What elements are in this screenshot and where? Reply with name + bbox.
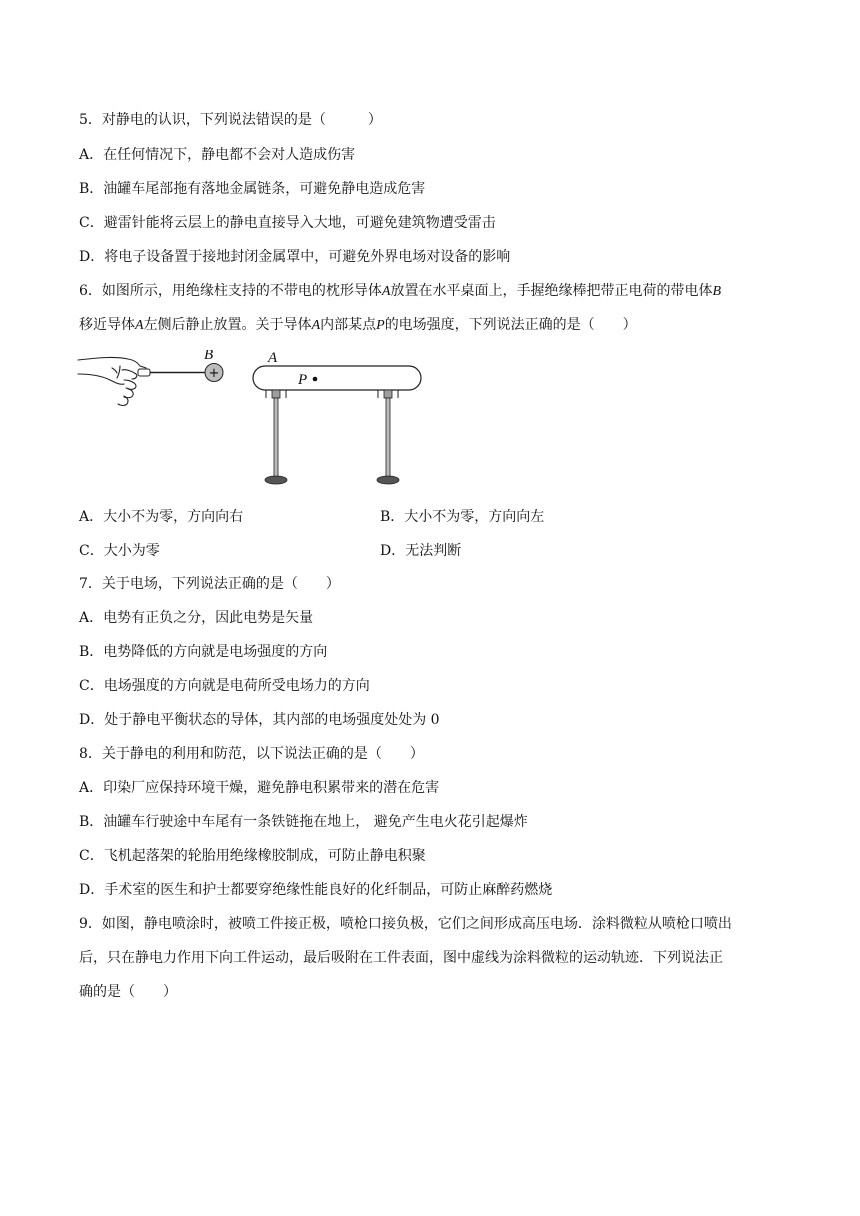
q6-var-a: A [135,318,144,333]
q6-var-p: P [376,318,385,333]
q6-option-a: A．大小不为零，方向向右 [79,509,244,525]
q6-var-a: A [381,284,391,299]
q8-option-b: B．油罐车行驶途中车尾有一条铁链拖在地上， 避免产生电火花引起爆炸 [79,814,528,830]
q8-option-a: A．印染厂应保持环境干燥，避免静电积累带来的潜在危害 [79,780,440,796]
q6-option-c: C．大小为零 [79,543,160,559]
q9-stem-line3: 确的是（ ） [79,984,177,1000]
q6-var-a: A [311,318,321,333]
pillow-conductor-a [253,366,421,390]
hand-illustration [78,357,146,405]
q5-option-c: C．避雷针能将云层上的静电直接导入大地，可避免建筑物遭受雷击 [79,215,496,231]
q7-option-d: D．处于静电平衡状态的导体，其内部的电场强度处处为 0 [79,712,440,728]
rod-grip [138,369,150,376]
q6-text: 内部某点 [320,317,377,333]
q6-text: 移近导体 [79,317,135,333]
right-insulating-stand [377,390,399,484]
q6-stem-line1 [79,281,721,302]
label-b: B [204,350,214,363]
q7-option-a: A．电势有正负之分，因此电势是矢量 [79,610,314,626]
left-insulating-stand [265,390,287,484]
q7-option-c: C．电场强度的方向就是电荷所受电场力的方向 [79,678,370,694]
q7-stem: 7．关于电场，下列说法正确的是（ ） [79,576,340,592]
q8-stem: 8．关于静电的利用和防范，以下说法正确的是（ ） [79,746,424,762]
q6-figure [76,350,436,496]
label-a: A [268,350,278,366]
q6-text: 的电场强度，下列说法正确的是（ ） [384,317,637,333]
q5-option-d: D．将电子设备置于接地封闭金属罩中，可避免外界电场对设备的影响 [79,249,511,265]
q6-text: 6．如图所示，用绝缘柱支持的不带电的枕形导体 [79,283,382,299]
point-p [313,377,318,382]
q5-stem: 5．对静电的认识，下列说法错误的是（ ） [79,112,382,128]
q9-stem-line2: 后，只在静电力作用下向工件运动，最后吸附在工件表面，图中虚线为涂料微粒的运动轨迹．下列说法正 [79,950,723,966]
q8-option-c: C．飞机起落架的轮胎用绝缘橡胶制成，可防止静电积聚 [79,848,426,864]
q6-stem-line2 [79,315,637,336]
q6-text: 左侧后静止放置。关于导体 [143,317,312,333]
q5-option-a: A．在任何情况下，静电都不会对人造成伤害 [79,147,356,163]
q5-option-b: B．油罐车尾部拖有落地金属链条，可避免静电造成危害 [79,181,426,197]
q6-option-d: D．无法判断 [380,543,462,559]
label-p: P [298,372,308,388]
q6-var-b: B [712,284,722,299]
plus-sign: + [208,366,220,381]
q6-option-b: B．大小不为零，方向向左 [380,509,545,525]
q6-text: 放置在水平桌面上，手握绝缘棒把带正电荷的带电体 [390,283,713,299]
q7-option-b: B．电势降低的方向就是电场强度的方向 [79,644,328,660]
q9-stem-line1: 9．如图，静电喷涂时，被喷工件接正极，喷枪口接负极，它们之间形成高压电场．涂料微粒从喷枪口喷出 [79,916,732,932]
q8-option-d: D．手术室的医生和护士都要穿绝缘性能良好的化纤制品，可防止麻醉药燃烧 [79,882,553,898]
